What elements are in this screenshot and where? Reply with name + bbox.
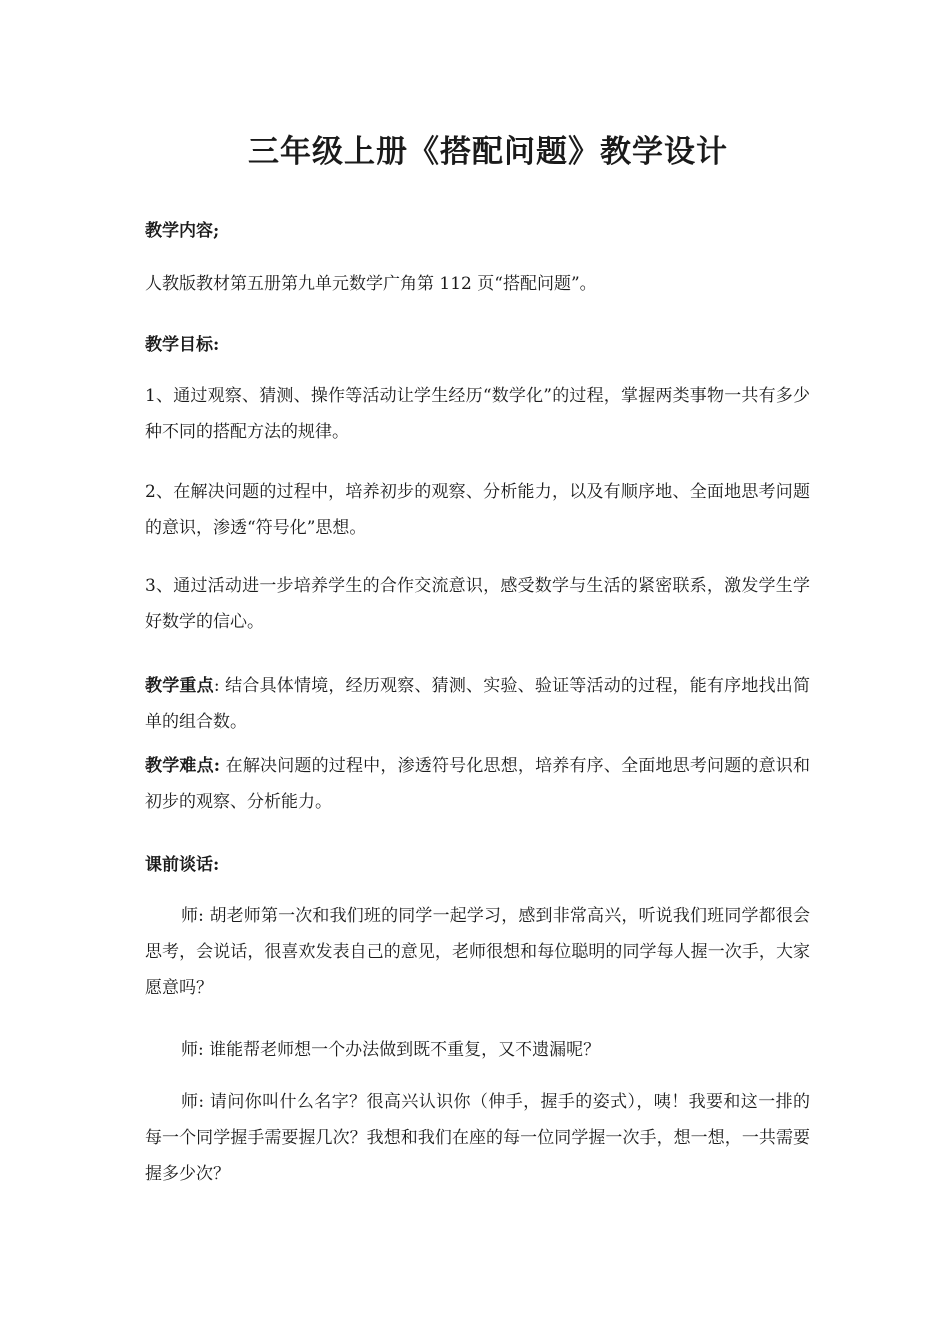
dialogue-item-3: 师: 请问你叫什么名字？很高兴认识你（伸手，握手的姿式），咦！我要和这一排的每一个同学握手需要握几次？我想和我们在座的每一位同学握一次手，想一想，一共需要握多少次？ <box>145 1092 810 1184</box>
content-heading: 教学内容; <box>145 221 220 241</box>
dialogue-item-1: 师: 胡老师第一次和我们班的同学一起学习，感到非常高兴，听说我们班同学都很会思考，会说话，很喜欢发表自己的意见，老师很想和每位聪明的同学每人握一次手，大家愿意吗？ <box>145 906 810 998</box>
document-title: 三年级上册《搭配问题》教学设计 <box>248 134 728 170</box>
dialogue-item-2: 师: 谁能帮老师想一个办法做到既不重复，又不遗漏呢？ <box>181 1040 601 1060</box>
key-point-label: 教学重点 <box>145 676 214 696</box>
pre-class-heading: 课前谈话: <box>145 855 220 875</box>
key-point-paragraph <box>145 668 810 740</box>
difficulty-text: 在解决问题的过程中，渗透符号化思想，培养有序、全面地思考问题的意识和初步的观察、分析能力。 <box>145 756 810 812</box>
objective-item-3: 3、通过活动进一步培养学生的合作交流意识，感受数学与生活的紧密联系，激发学生学好数学的信心。 <box>145 576 810 632</box>
objectives-heading: 教学目标: <box>145 335 220 355</box>
objective-item-1: 1、通过观察、猜测、操作等活动让学生经历“数学化”的过程，掌握两类事物一共有多少种不同的搭配方法的规律。 <box>145 386 810 442</box>
difficulty-label: 教学难点: <box>145 756 221 776</box>
difficulty-paragraph <box>145 748 810 820</box>
objective-item-2: 2、在解决问题的过程中，培养初步的观察、分析能力，以及有顺序地、全面地思考问题的意识，渗透“符号化”思想。 <box>145 482 810 538</box>
key-point-text: : 结合具体情境，经历观察、猜测、实验、验证等活动的过程，能有序地找出简单的组合数。 <box>145 676 810 732</box>
content-text: 人教版教材第五册第九单元数学广角第 112 页“搭配问题”。 <box>145 274 597 294</box>
